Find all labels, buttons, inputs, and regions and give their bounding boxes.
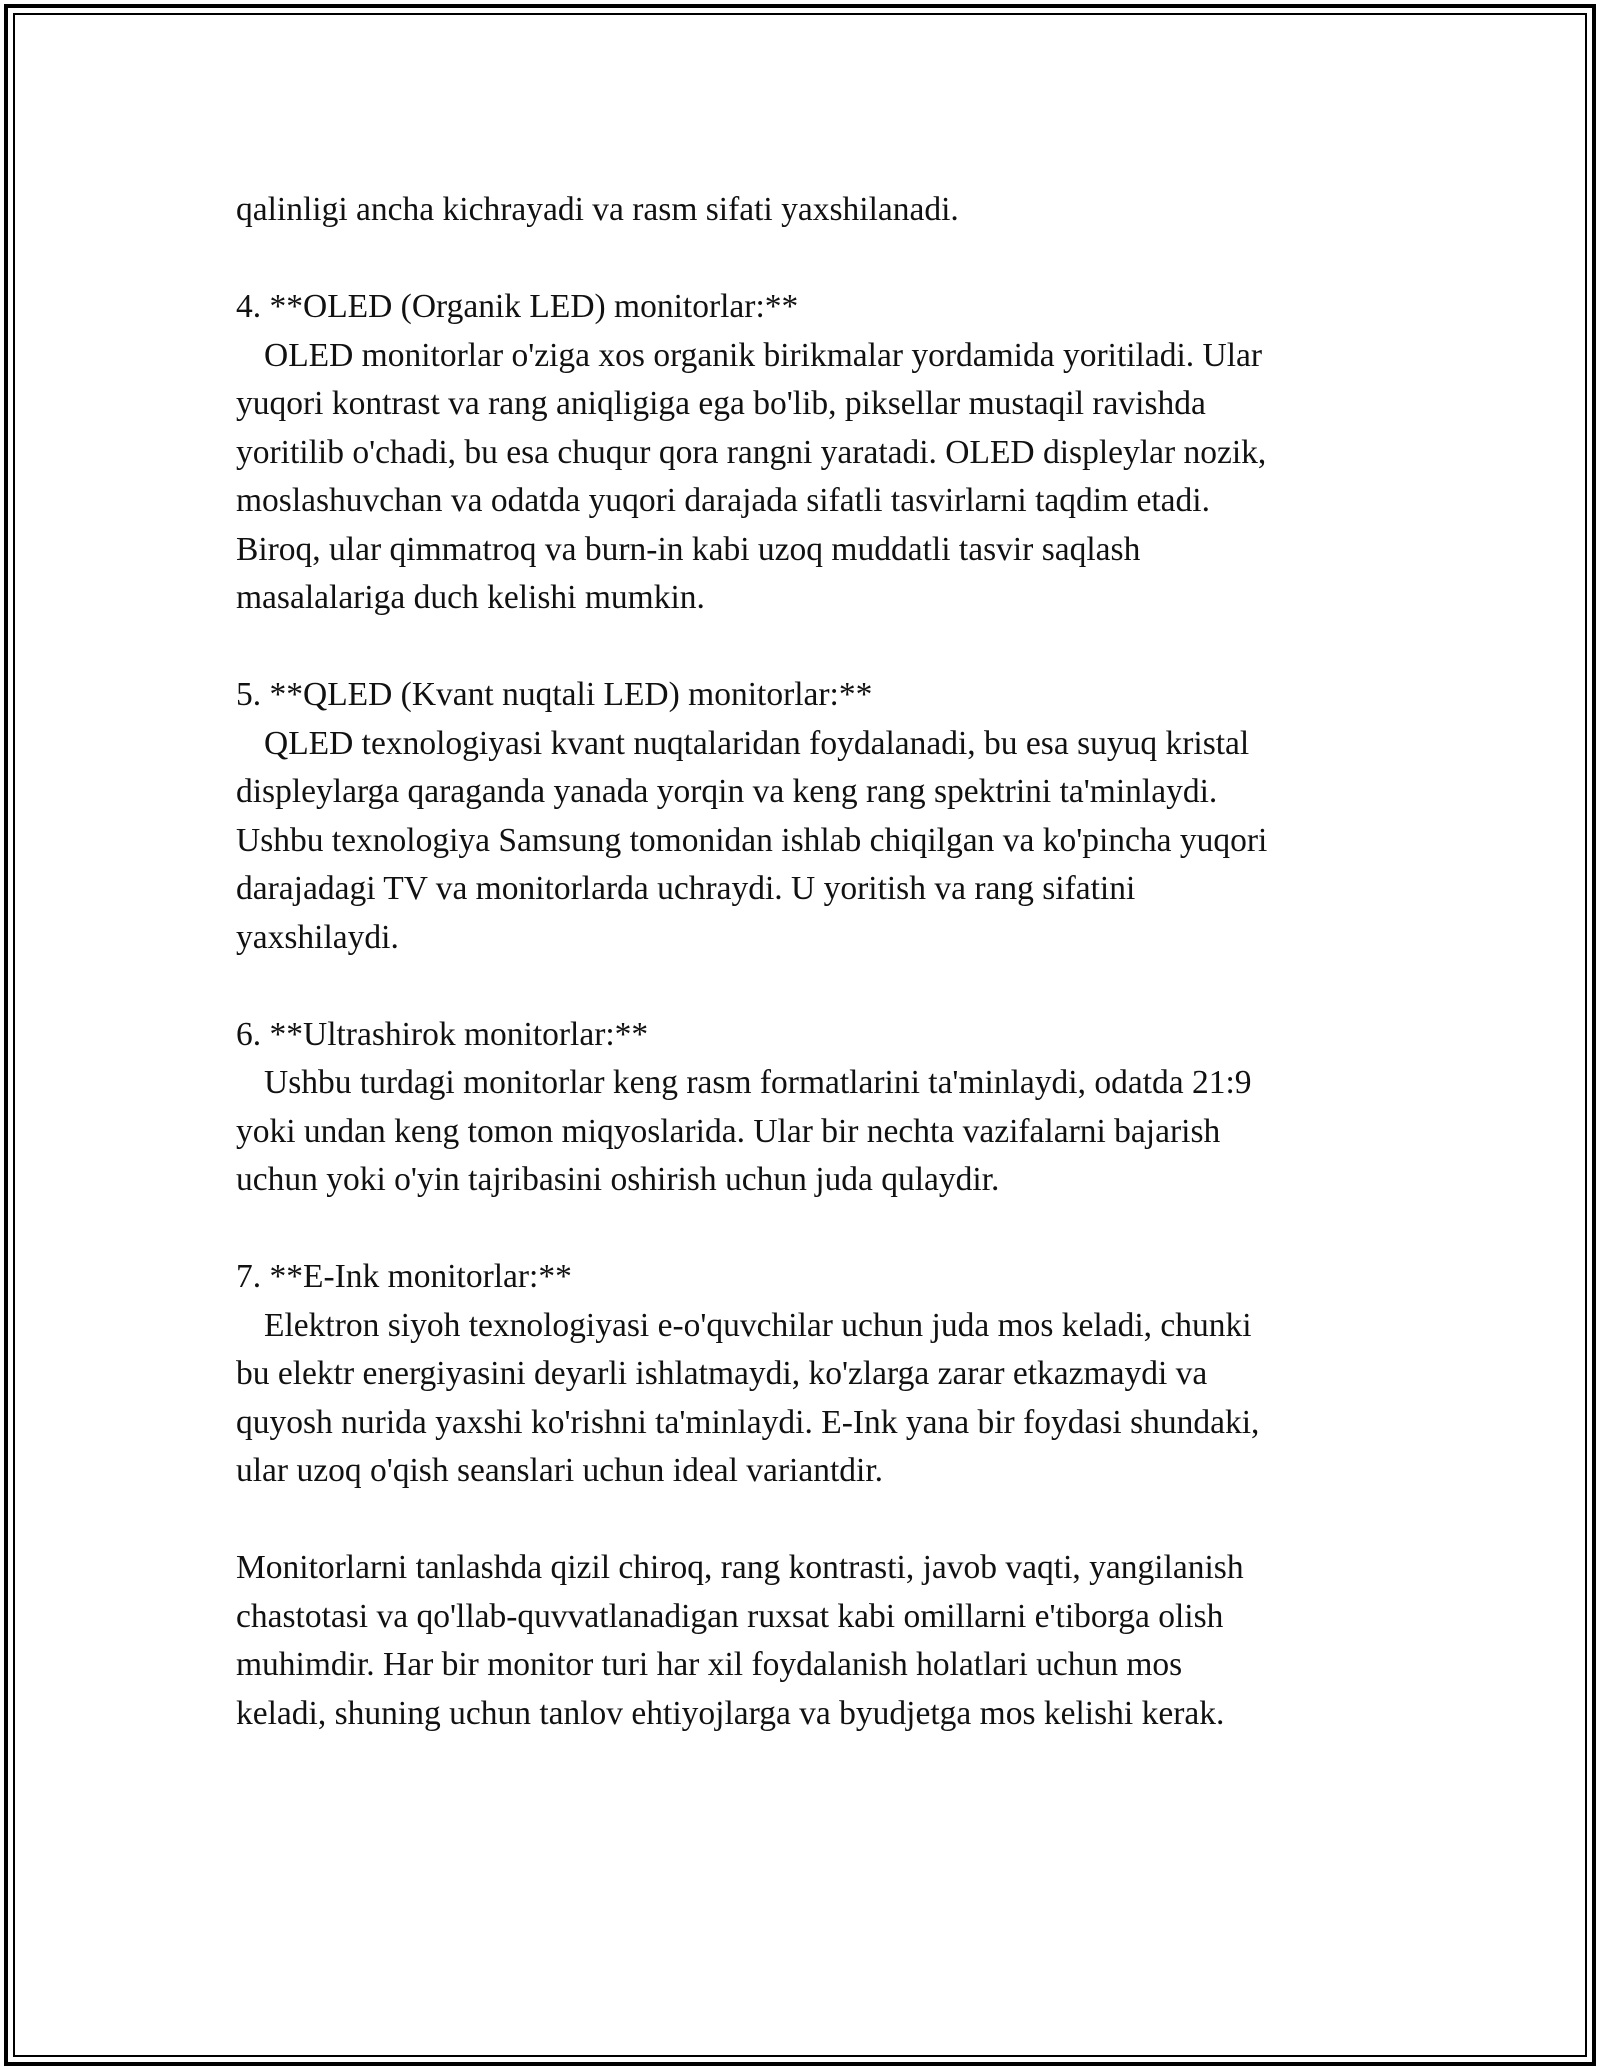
body-line: quyosh nurida yaxshi ko'rishni ta'minlaydi. E-Ink yana bir foydasi shundaki, — [236, 1403, 1260, 1441]
paragraph-gap — [236, 1496, 1376, 1545]
section-body-oled — [236, 332, 1376, 623]
body-line: uchun yoki o'yin tajribasini oshirish uchun juda qulaydir. — [236, 1161, 1000, 1198]
section-body-ultrawide — [236, 1059, 1376, 1205]
body-line: yoki undan keng tomon miqyoslarida. Ular bir nechta vazifalarni bajarish — [236, 1112, 1221, 1150]
body-line: masalalariga duch kelishi mumkin. — [236, 579, 705, 616]
body-line: QLED texnologiyasi kvant nuqtalaridan foydalanadi, bu esa suyuq kristal — [264, 724, 1250, 762]
body-line: darajadagi TV va monitorlarda uchraydi. U yoritish va rang sifatini — [236, 870, 1136, 907]
body-line: Biroq, ular qimmatroq va burn-in kabi uzoq muddatli tasvir saqlash — [236, 530, 1141, 568]
section-body-eink — [236, 1302, 1376, 1496]
paragraph-gap — [236, 623, 1376, 672]
paragraph-gap — [236, 235, 1376, 284]
body-line: muhimdir. Har bir monitor turi har xil foydalanish holatlari uchun mos — [236, 1646, 1183, 1683]
section-heading-oled: 4. **OLED (Organik LED) monitorlar:** — [236, 288, 799, 325]
body-line: yoritilib o'chadi, bu esa chuqur qora rangni yaratadi. OLED displeylar nozik, — [236, 433, 1267, 471]
section-body-qled — [236, 720, 1376, 963]
conclusion-paragraph — [236, 1544, 1376, 1738]
body-line: chastotasi va qo'llab-quvvatlanadigan ruxsat kabi omillarni e'tiborga olish — [236, 1597, 1224, 1635]
body-line: displeylarga qaraganda yanada yorqin va keng rang spektrini ta'minlaydi. — [236, 773, 1218, 810]
section-heading-qled: 5. **QLED (Kvant nuqtali LED) monitorlar:** — [236, 676, 873, 713]
body-line: Ushbu turdagi monitorlar keng rasm formatlarini ta'minlaydi, odatda 21:9 — [264, 1064, 1252, 1101]
body-line: moslashuvchan va odatda yuqori darajada sifatli tasvirlarni taqdim etadi. — [236, 482, 1210, 519]
body-line: OLED monitorlar o'ziga xos organik birikmalar yordamida yoritiladi. Ular — [264, 336, 1263, 374]
paragraph-gap — [236, 1205, 1376, 1254]
body-line: yaxshilaydi. — [236, 918, 399, 956]
body-line: Elektron siyoh texnologiyasi e-o'quvchilar uchun juda mos keladi, chunki — [264, 1306, 1252, 1344]
body-line: Monitorlarni tanlashda qizil chiroq, rang kontrasti, javob vaqti, yangilanish — [236, 1549, 1244, 1586]
continuation-line: qalinligi ancha kichrayadi va rasm sifati yaxshilanadi. — [236, 191, 959, 228]
section-heading-ultrawide: 6. **Ultrashirok monitorlar:** — [236, 1015, 649, 1053]
section-heading-eink: 7. **E-Ink monitorlar:** — [236, 1258, 572, 1295]
paragraph-gap — [236, 962, 1376, 1011]
body-line: ular uzoq o'qish seanslari uchun ideal variantdir. — [236, 1452, 884, 1489]
body-line: keladi, shuning uchun tanlov ehtiyojlarga va byudjetga mos kelishi kerak. — [236, 1694, 1225, 1732]
body-line: yuqori kontrast va rang aniqligiga ega bo'lib, piksellar mustaqil ravishda — [236, 385, 1206, 422]
body-line: bu elektr energiyasini deyarli ishlatmaydi, ko'zlarga zarar etkazmaydi va — [236, 1355, 1208, 1392]
document-body — [236, 186, 1376, 1738]
body-line: Ushbu texnologiya Samsung tomonidan ishlab chiqilgan va ko'pincha yuqori — [236, 821, 1268, 859]
